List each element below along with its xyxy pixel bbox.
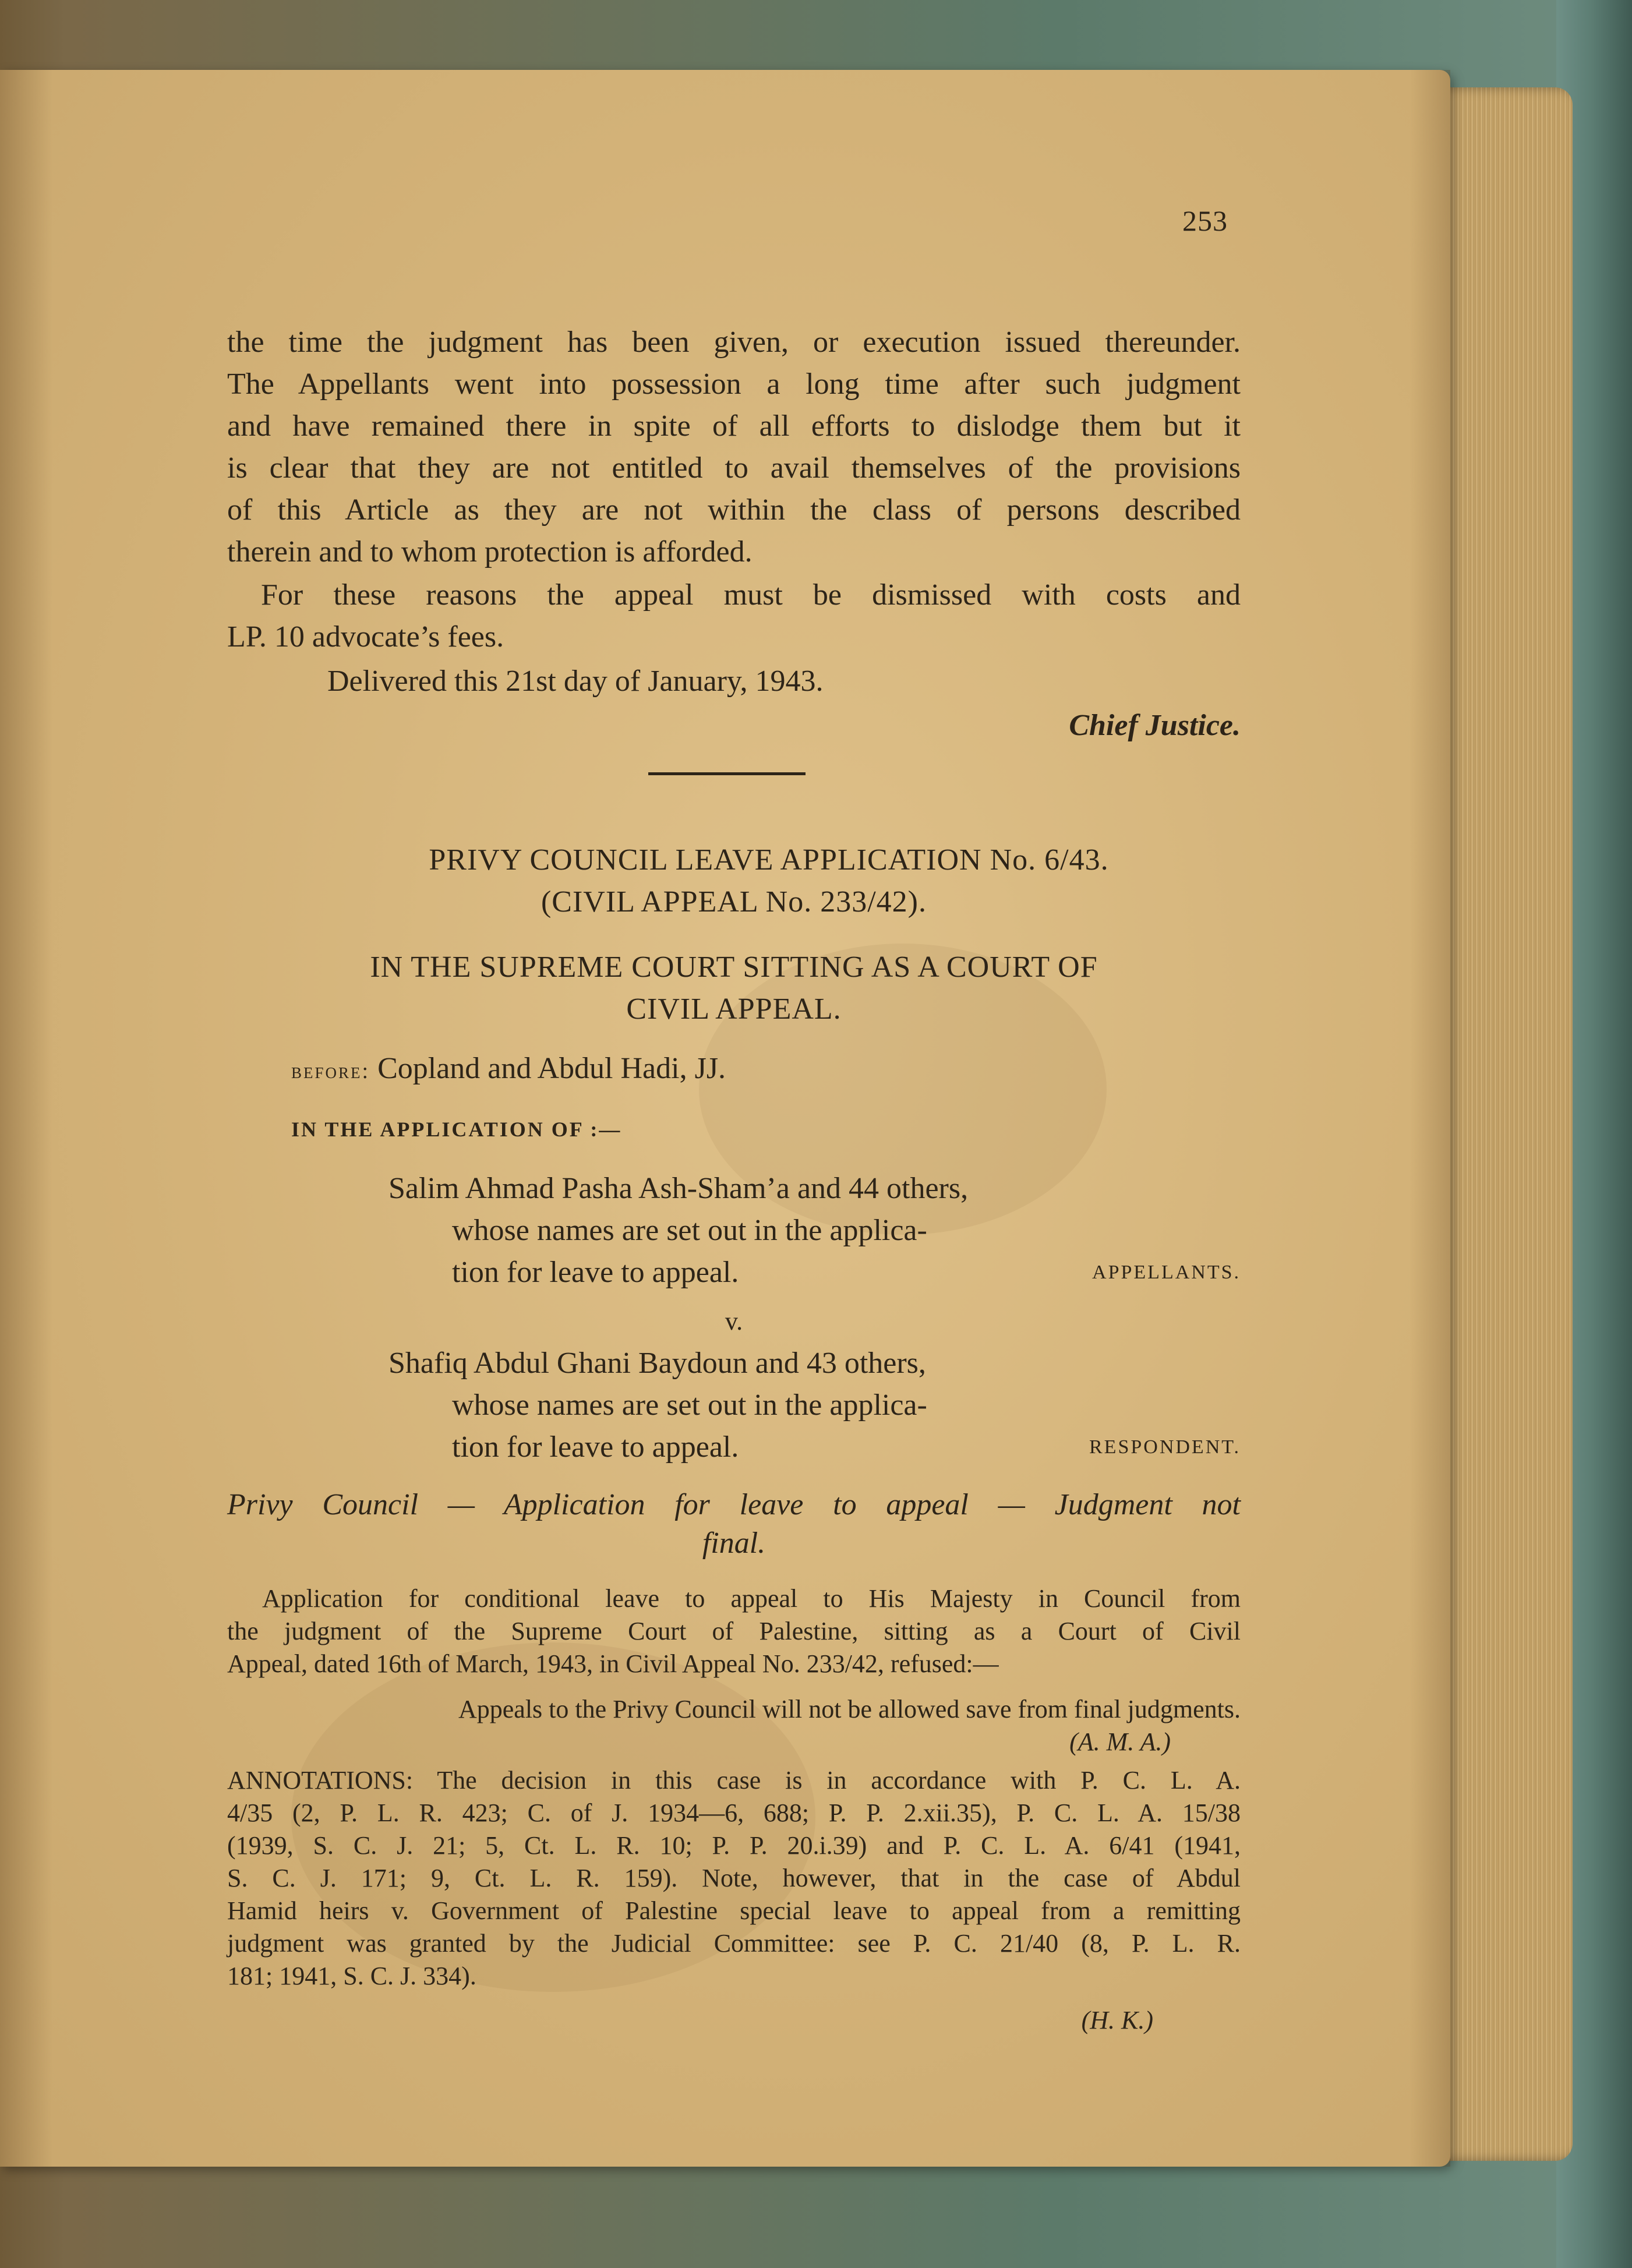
judges: Copland and Abdul Hadi, JJ. bbox=[377, 1052, 726, 1085]
page-number: 253 bbox=[1182, 204, 1228, 237]
text-line: ANNOTATIONS: The decision in this case is in accordance with P. C. L. A. bbox=[227, 1766, 1241, 1794]
appellants-block bbox=[227, 1168, 1241, 1294]
text-line: S. C. J. 171; 9, Ct. L. R. 159). Note, however, that in the case of Abdul bbox=[227, 1864, 1241, 1892]
party-line: Shafiq Abdul Ghani Baydoun and 43 others, bbox=[388, 1347, 926, 1380]
text-line: the judgment of the Supreme Court of Palestine, sitting as a Court of Civil bbox=[227, 1617, 1241, 1645]
case-heading bbox=[227, 839, 1241, 923]
party-line: whose names are set out in the applica- bbox=[452, 1214, 927, 1247]
delivered-line: Delivered this 21st day of January, 1943. bbox=[327, 665, 824, 698]
text-line: For these reasons the appeal must be dismissed with costs and bbox=[261, 578, 1241, 612]
party-line: tion for leave to appeal. bbox=[452, 1430, 739, 1464]
text-line: LP. 10 advocate’s fees. bbox=[227, 620, 504, 653]
application-of-heading: IN THE APPLICATION OF :— bbox=[291, 1118, 622, 1141]
party-line: tion for leave to appeal. bbox=[452, 1256, 739, 1289]
page-content bbox=[227, 205, 1241, 2037]
court-heading bbox=[227, 946, 1241, 1030]
text-line: is clear that they are not entitled to avail themselves of the provisions bbox=[227, 451, 1241, 485]
signature: Chief Justice. bbox=[1069, 709, 1241, 742]
held-initials: (A. M. A.) bbox=[1069, 1728, 1171, 1756]
party-line: Salim Ahmad Pasha Ash-Sham’a and 44 others, bbox=[388, 1172, 969, 1205]
text-line: 181; 1941, S. C. J. 334). bbox=[227, 1962, 476, 1990]
annotations-initials: (H. K.) bbox=[1081, 2006, 1153, 2034]
text-line: the time the judgment has been given, or execution issued thereunder. bbox=[227, 326, 1241, 359]
text-line: 4/35 (2, P. L. R. 423; C. of J. 1934—6, 688; P. P. 2.xii.35), P. C. L. A. 15/38 bbox=[227, 1799, 1241, 1827]
text-line: Application for conditional leave to appeal to His Majesty in Council from bbox=[262, 1584, 1241, 1613]
before-label: before: bbox=[291, 1059, 370, 1083]
reasons-paragraph bbox=[227, 574, 1241, 658]
text-line: Appeal, dated 16th of March, 1943, in Civil Appeal No. 233/42, refused:— bbox=[227, 1649, 999, 1678]
text-line: (1939, S. C. J. 21; 5, Ct. L. R. 10; P. P. 20.i.39) and P. C. L. A. 6/41 (1941, bbox=[227, 1831, 1241, 1860]
book-page bbox=[0, 70, 1450, 2167]
opening-paragraph bbox=[227, 322, 1241, 573]
case-heading-line: PRIVY COUNCIL LEAVE APPLICATION No. 6/43. bbox=[429, 843, 1109, 877]
text-line: judgment was granted by the Judicial Committee: see P. C. 21/40 (8, P. L. R. bbox=[227, 1929, 1241, 1958]
court-heading-line: CIVIL APPEAL. bbox=[626, 992, 842, 1026]
headnote-line: final. bbox=[702, 1527, 766, 1560]
text-line: and have remained there in spite of all efforts to dislodge them but it bbox=[227, 409, 1241, 443]
text-line: Hamid heirs v. Government of Palestine special leave to appeal from a remitting bbox=[227, 1896, 1241, 1925]
party-role: APPELLANTS. bbox=[1092, 1262, 1241, 1283]
before-line bbox=[227, 1048, 1241, 1092]
case-heading-line: (CIVIL APPEAL No. 233/42). bbox=[541, 885, 927, 918]
court-heading-line: IN THE SUPREME COURT SITTING AS A COURT OF bbox=[370, 951, 1098, 984]
headnote bbox=[227, 1486, 1241, 1563]
party-line: whose names are set out in the applica- bbox=[452, 1389, 927, 1422]
summary-paragraph bbox=[227, 1582, 1241, 1680]
party-role: RESPONDENT. bbox=[1089, 1436, 1241, 1458]
text-line: of this Article as they are not within the class of persons described bbox=[227, 493, 1241, 527]
headnote-line: Privy Council — Application for leave to appeal — Judgment not bbox=[227, 1488, 1241, 1521]
annotations-paragraph bbox=[227, 1764, 1241, 1993]
text-line: therein and to whom protection is afforded. bbox=[227, 535, 753, 568]
versus: v. bbox=[725, 1307, 743, 1336]
held-line: Appeals to the Privy Council will not be allowed save from final judgments. bbox=[458, 1695, 1241, 1723]
section-divider bbox=[648, 772, 806, 775]
respondents-block bbox=[227, 1343, 1241, 1468]
text-line: The Appellants went into possession a long time after such judgment bbox=[227, 368, 1241, 401]
